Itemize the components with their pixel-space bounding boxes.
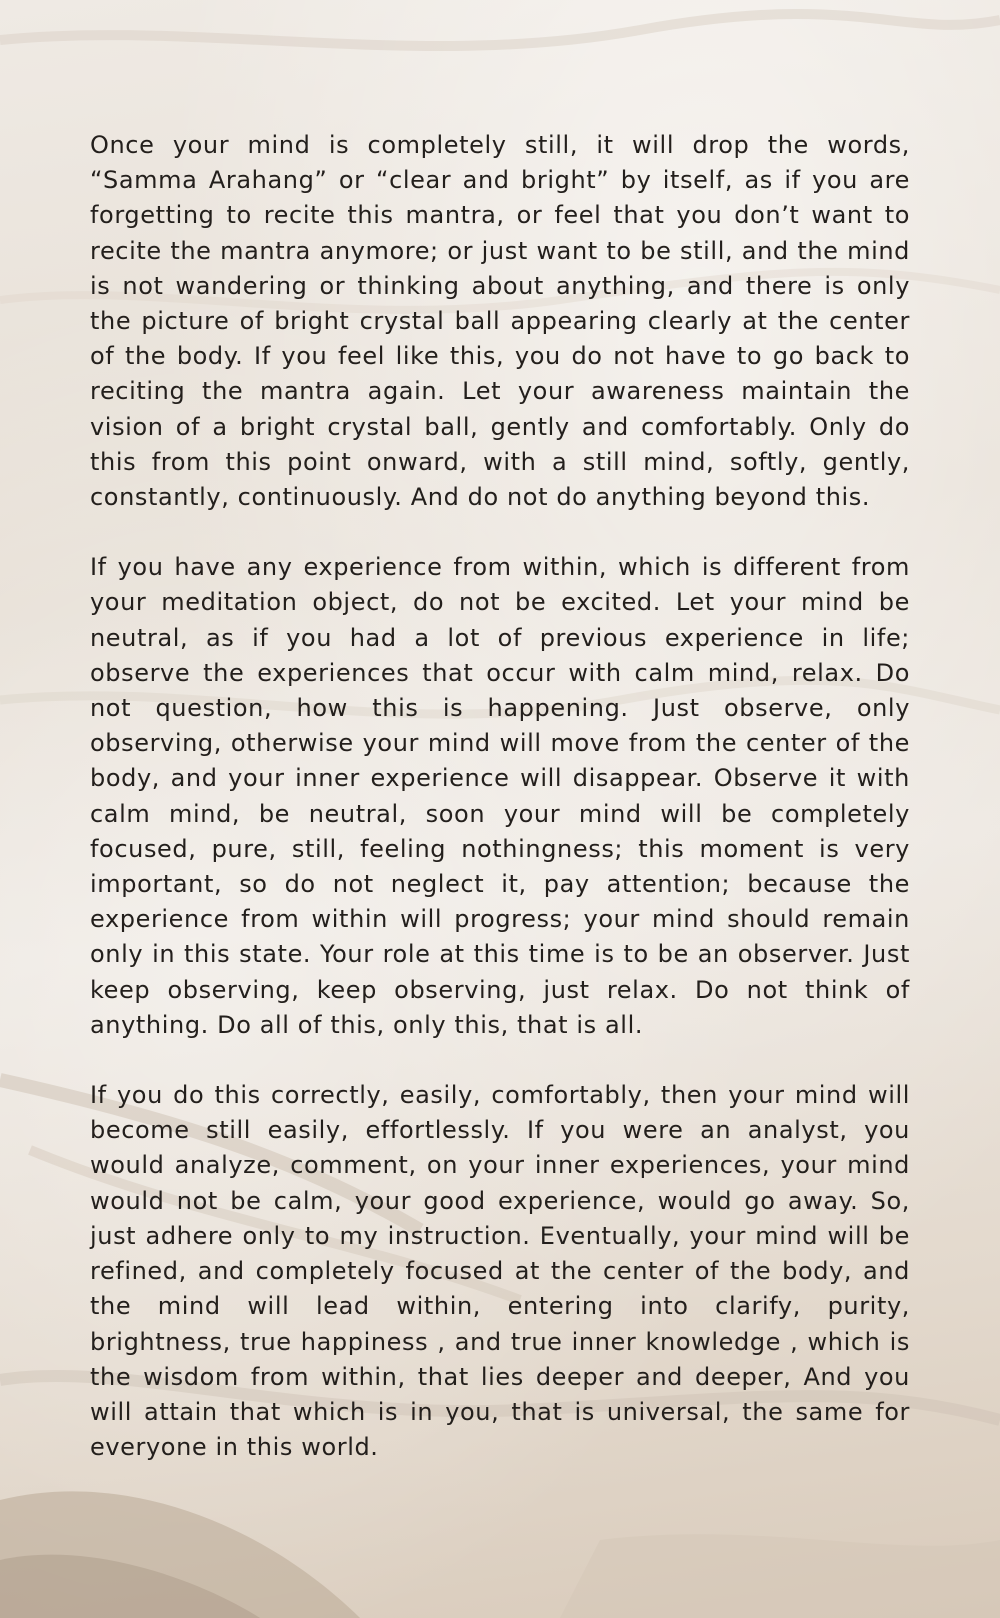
body-text <box>90 128 910 1465</box>
paragraph-2: If you have any experience from within, which is different from your meditation object, do not be excited. Let your mind be neutral, as if you had a lot of previous experience in life; observe the experiences that occur with calm mind, relax. Do not question, how this is happening. Just observe, only observing, otherwise your mind will move from the center of the body, and your inner experience will disappear. Observe it with calm mind, be neutral, soon your mind will be completely focused, pure, still, feeling nothingness; this moment is very important, so do not neglect it, pay attention; because the experience from within will progress; your mind should remain only in this state. Your role at this time is to be an observer. Just keep observing, keep observing, just relax. Do not think of anything. Do all of this, only this, that is all. <box>90 553 910 1039</box>
paragraph-1: Once your mind is completely still, it will drop the words, “Samma Arahang” or “clear and bright” by itself, as if you are forgetting to recite this mantra, or feel that you don’t want to recite the mantra anymore; or just want to be still, and the mind is not wandering or thinking about anything, and there is only the picture of bright crystal ball appearing clearly at the center of the body. If you feel like this, you do not have to go back to reciting the mantra again. Let your awareness maintain the vision of a bright crystal ball, gently and comfortably. Only do this from this point onward, with a still mind, softly, gently, constantly, continuously. And do not do anything beyond this. <box>90 131 910 512</box>
paragraph-3: If you do this correctly, easily, comfortably, then your mind will become still easily, effortlessly. If you were an analyst, you would analyze, comment, on your inner experiences, your mind would not be calm, your good experience, would go away. So, just adhere only to my instruction. Eventually, your mind will be refined, and completely focused at the center of the body, and the mind will lead within, entering into clarify, purity, brightness, true happiness , and true inner knowledge , which is the wisdom from within, that lies deeper and deeper, And you will attain that which is in you, that is universal, the same for everyone in this world. <box>90 1081 910 1462</box>
